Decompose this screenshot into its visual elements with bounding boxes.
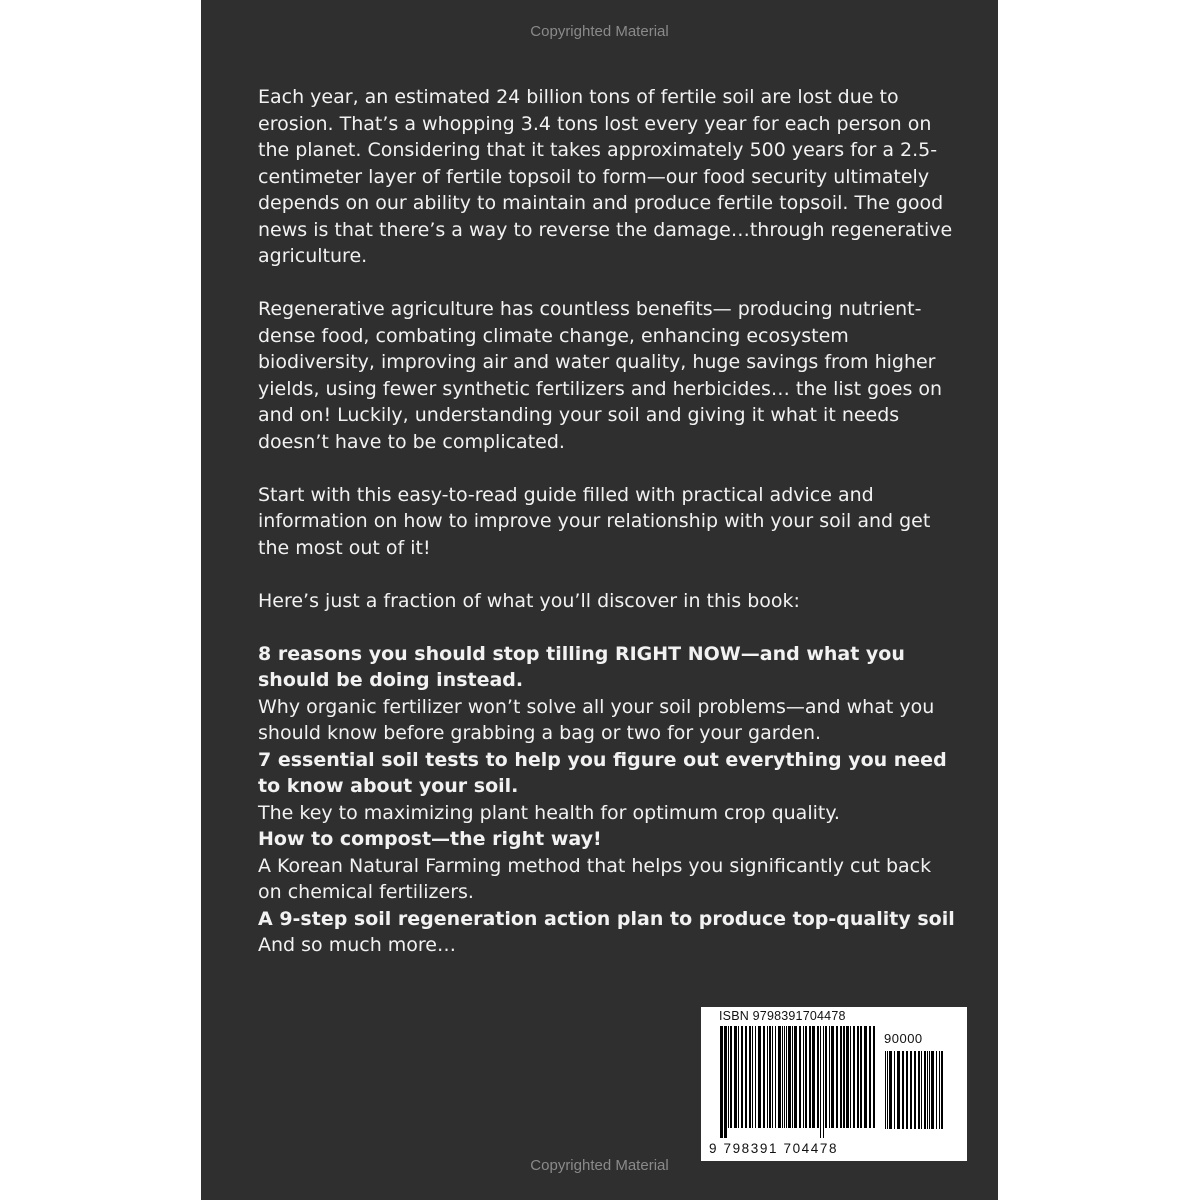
addon-barcode-bars — [884, 1051, 946, 1143]
barcode-bar — [728, 1026, 729, 1128]
barcode-bar — [914, 1051, 916, 1129]
barcode-bar — [831, 1026, 834, 1128]
barcode-bar — [809, 1026, 811, 1128]
barcode-bar — [921, 1051, 922, 1129]
paragraph-erosion: Each year, an estimated 24 billion tons of fertile soil are lost due to erosion. That’s a whopping 3.4 tons lost every year for each person on the planet. Considering that it takes approximately 500 years for a 2.5-centimeter layer of fertile topsoil to form—our food security ultimately depends on our ability to maintain and produce fertile topsoil. The good news is that there’s a way to reverse the damage…through regenerative agriculture. — [258, 86, 953, 267]
barcode-bar — [918, 1051, 920, 1129]
paragraph-intro-list: Here’s just a fraction of what you’ll discover in this book: — [258, 589, 800, 612]
barcode-bar — [803, 1026, 804, 1128]
barcode-bar — [864, 1026, 867, 1128]
list-item: 7 essential soil tests to help you figure out everything you need to know about your soil. — [258, 748, 947, 797]
barcode-bar — [799, 1026, 801, 1128]
barcode-bar — [823, 1026, 824, 1138]
price-code: 90000 — [884, 1031, 923, 1046]
barcode-bar — [724, 1026, 727, 1138]
list-item: Why organic fertilizer won’t solve all your soil problems—and what you should know before grabbing a bag or two for your garden. — [258, 695, 935, 744]
list-item: A 9-step soil regeneration action plan to produce top-quality soil — [258, 907, 955, 930]
barcode-bar — [894, 1051, 895, 1129]
barcode-bar — [749, 1026, 751, 1128]
barcode-bar — [820, 1026, 821, 1138]
barcode-bar — [788, 1026, 791, 1128]
barcode-bars — [719, 1026, 879, 1143]
barcode-bar — [741, 1026, 743, 1128]
barcode-bar — [752, 1026, 753, 1128]
barcode-bar — [782, 1026, 783, 1128]
highlights-list — [258, 641, 958, 959]
back-cover — [201, 0, 998, 1200]
barcode-bar — [786, 1026, 787, 1128]
barcode-bar — [738, 1026, 739, 1128]
barcode-bar — [778, 1026, 781, 1128]
barcode-bar — [939, 1051, 940, 1129]
barcode-bar — [825, 1026, 827, 1128]
barcode-bar — [840, 1026, 842, 1128]
barcode-bar — [887, 1051, 888, 1129]
barcode-bar — [860, 1026, 862, 1128]
barcode-bar — [775, 1026, 776, 1128]
barcode-bar — [794, 1026, 797, 1128]
barcode-bar — [885, 1051, 886, 1129]
barcode-bar — [829, 1026, 830, 1128]
barcode-bar — [936, 1051, 937, 1129]
barcode-bar — [812, 1026, 815, 1128]
barcode-bar — [873, 1026, 875, 1128]
barcode-bar — [927, 1051, 928, 1129]
barcode-bar — [745, 1026, 747, 1128]
list-item: A Korean Natural Farming method that helps you significantly cut back on chemical fertilizers. — [258, 854, 932, 903]
watermark-bottom: Copyrighted Material — [530, 1157, 669, 1174]
barcode-bar — [772, 1026, 773, 1128]
barcode-digits: 9 798391 704478 — [709, 1141, 839, 1156]
blurb — [258, 84, 958, 959]
barcode-bar — [843, 1026, 845, 1128]
barcode-bar — [755, 1026, 756, 1128]
barcode-bar — [720, 1026, 723, 1138]
barcode-bar — [941, 1051, 943, 1129]
paragraph-guide: Start with this easy-to-read guide filled with practical advice and information on how to improve your relationship with your soil and get the most out of it! — [258, 483, 931, 559]
watermark-top: Copyrighted Material — [530, 23, 669, 40]
barcode-bar — [869, 1026, 871, 1128]
barcode-bar — [906, 1051, 908, 1129]
barcode-bar — [846, 1026, 849, 1128]
barcode-bar — [805, 1026, 807, 1128]
barcode-bar — [929, 1051, 930, 1129]
list-item: The key to maximizing plant health for optimum crop quality. — [258, 801, 840, 824]
barcode-bar — [758, 1026, 761, 1128]
barcode-bar — [763, 1026, 765, 1128]
isbn-label: ISBN 9798391704478 — [719, 1009, 846, 1023]
barcode-bar — [792, 1026, 793, 1128]
list-item: 8 reasons you should stop tilling RIGHT NOW—and what you should be doing instead. — [258, 642, 905, 691]
barcode-bar — [889, 1051, 892, 1129]
barcode-bar — [767, 1026, 768, 1128]
list-item: And so much more… — [258, 934, 456, 956]
barcode-bar — [769, 1026, 771, 1128]
barcode-bar — [931, 1051, 934, 1129]
barcode-bar — [910, 1051, 912, 1129]
barcode-bar — [850, 1026, 851, 1128]
barcode-bar — [784, 1026, 785, 1128]
isbn-barcode — [701, 1007, 967, 1161]
list-item: How to compost—the right way! — [258, 828, 602, 850]
barcode-bar — [853, 1026, 855, 1128]
barcode-bar — [897, 1051, 900, 1129]
barcode-bar — [836, 1026, 838, 1128]
barcode-bar — [817, 1026, 819, 1128]
barcode-bar — [924, 1051, 926, 1129]
barcode-bar — [734, 1026, 737, 1128]
barcode-bar — [902, 1051, 904, 1129]
barcode-bar — [730, 1026, 732, 1128]
barcode-bar — [857, 1026, 859, 1128]
paragraph-benefits: Regenerative agriculture has countless benefits— producing nutrient-dense food, combating climate change, enhancing ecosystem biodiversity, improving air and water quality, huge savings from higher yields, using fewer synthetic fertilizers and herbicides… the list goes on and on! Luckily, understanding your soil and giving it what it needs doesn’t have to be complicated. — [258, 298, 943, 453]
